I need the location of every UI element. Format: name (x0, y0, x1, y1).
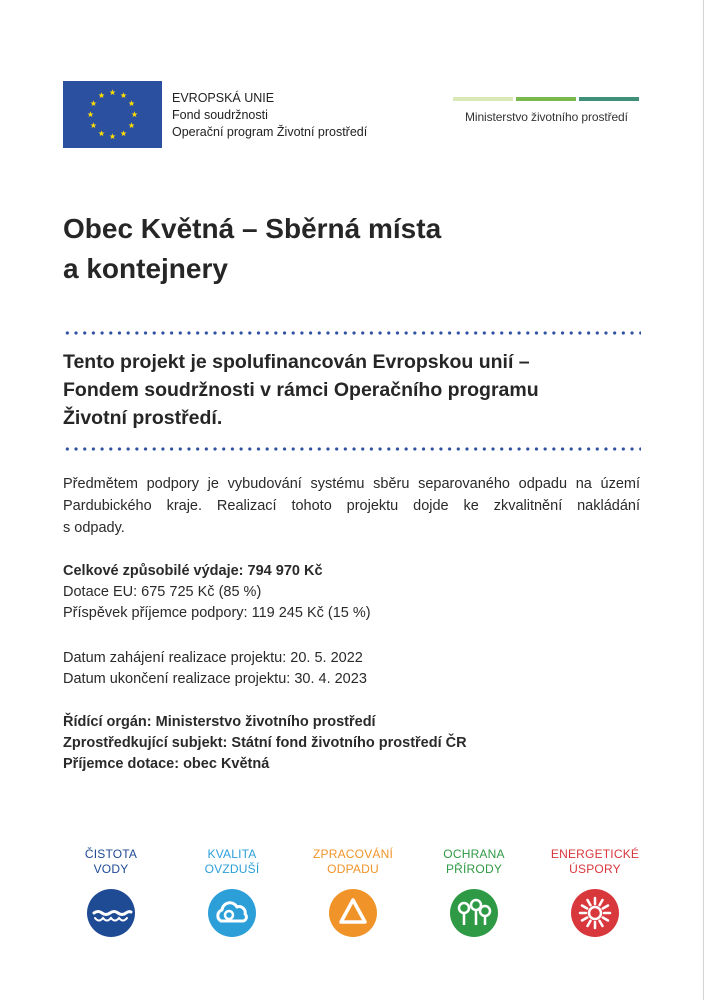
icon-label-line-2: ÚSPORY (569, 862, 621, 876)
eu-star-icon (131, 111, 137, 117)
icon-label (298, 847, 408, 879)
icon-label (419, 847, 529, 879)
ministry-bar-light (453, 97, 513, 101)
icon-label (177, 847, 287, 879)
start-date: Datum zahájení realizace projektu: 20. 5. 2022 (63, 650, 363, 666)
title-line-2: a kontejnery (63, 253, 228, 284)
finance-block (63, 561, 371, 624)
icon-label-line-1: ČISTOTA (84, 847, 138, 861)
subsidy-recipient: Příjemce dotace: obec Květná (63, 756, 270, 772)
icon-label-line-2: ODPADU (327, 862, 379, 876)
description-line-2: Pardubického kraje. Realizací tohoto projektu dojde ke zkvalitnění nakládání (63, 498, 640, 514)
ministry-color-bars (453, 97, 639, 101)
eu-line-1: EVROPSKÁ UNIE (172, 91, 275, 105)
description-line-3: s odpady. (63, 520, 125, 536)
icon-label-line-1: ENERGETICKÉ (550, 847, 640, 861)
eu-line-3: Operační program Životní prostředí (172, 125, 368, 139)
icon-label-line-2: OVZDUŠÍ (204, 862, 260, 876)
icon-label-line-1: KVALITA (207, 847, 257, 861)
icon-waste-processing (298, 847, 408, 937)
ministry-bar-teal (579, 97, 639, 101)
eu-star-icon (109, 89, 115, 95)
ministry-name: Ministerstvo životního prostředí (465, 110, 628, 124)
recipient-contribution: Příspěvek příjemce podpory: 119 245 Kč (15 %) (63, 605, 371, 621)
ministry-bar-green (516, 97, 576, 101)
eu-star-icon (120, 130, 126, 136)
title-line-1: Obec Květná – Sběrná místa (63, 213, 442, 244)
intermediate-body: Zprostředkující subjekt: Státní fond životního prostředí ČR (63, 735, 467, 751)
icon-label-line-1: ZPRACOVÁNÍ (312, 847, 393, 861)
dates-block (63, 648, 367, 690)
total-expenses: Celkové způsobilé výdaje: 794 970 Kč (63, 563, 323, 579)
icon-label-line-2: VODY (93, 862, 129, 876)
subtitle-line-3: Životní prostředí. (63, 407, 223, 429)
icon-label-line-1: OCHRANA (443, 847, 505, 861)
authority-block (63, 712, 467, 775)
eu-star-icon (120, 92, 126, 98)
eu-star-icon (98, 92, 104, 98)
icon-label (540, 847, 650, 879)
eu-line-2: Fond soudržnosti (172, 108, 268, 122)
dotted-divider-top (63, 331, 641, 335)
icon-energy-saving (540, 847, 650, 937)
recycle-triangle-icon (329, 889, 377, 937)
icon-air-quality (177, 847, 287, 937)
dotted-divider-bottom (63, 447, 641, 451)
subtitle-line-2: Fondem soudržnosti v rámci Operačního programu (63, 379, 539, 401)
eu-star-icon (87, 111, 93, 117)
subtitle-line-1: Tento projekt je spolufinancován Evropskou unií – (63, 351, 530, 373)
eu-program-text (172, 90, 367, 141)
eu-star-icon (129, 122, 135, 128)
icon-label-line-2: PŘÍRODY (445, 862, 503, 876)
cloud-icon (208, 889, 256, 937)
eu-star-icon (90, 100, 96, 106)
page-title (63, 209, 623, 289)
end-date: Datum ukončení realizace projektu: 30. 4. 2023 (63, 671, 367, 687)
trees-icon (450, 889, 498, 937)
eu-star-icon (109, 133, 115, 139)
eu-flag-logo (63, 81, 162, 148)
eu-star-icon (129, 100, 135, 106)
water-icon (87, 889, 135, 937)
managing-authority: Řídící orgán: Ministerstvo životního prostředí (63, 714, 376, 730)
cofinancing-statement (63, 348, 648, 432)
eu-star-icon (98, 130, 104, 136)
icon-water-quality (56, 847, 166, 937)
icon-label (56, 847, 166, 879)
project-description (63, 473, 640, 539)
eu-subsidy: Dotace EU: 675 725 Kč (85 %) (63, 584, 262, 600)
sun-icon (571, 889, 619, 937)
description-line-1: Předmětem podpory je vybudování systému sběru separovaného odpadu na území (63, 476, 640, 492)
eu-stars-icon (63, 81, 162, 148)
eu-star-icon (90, 122, 96, 128)
icon-nature-protection (419, 847, 529, 937)
ministry-logo (453, 97, 639, 124)
